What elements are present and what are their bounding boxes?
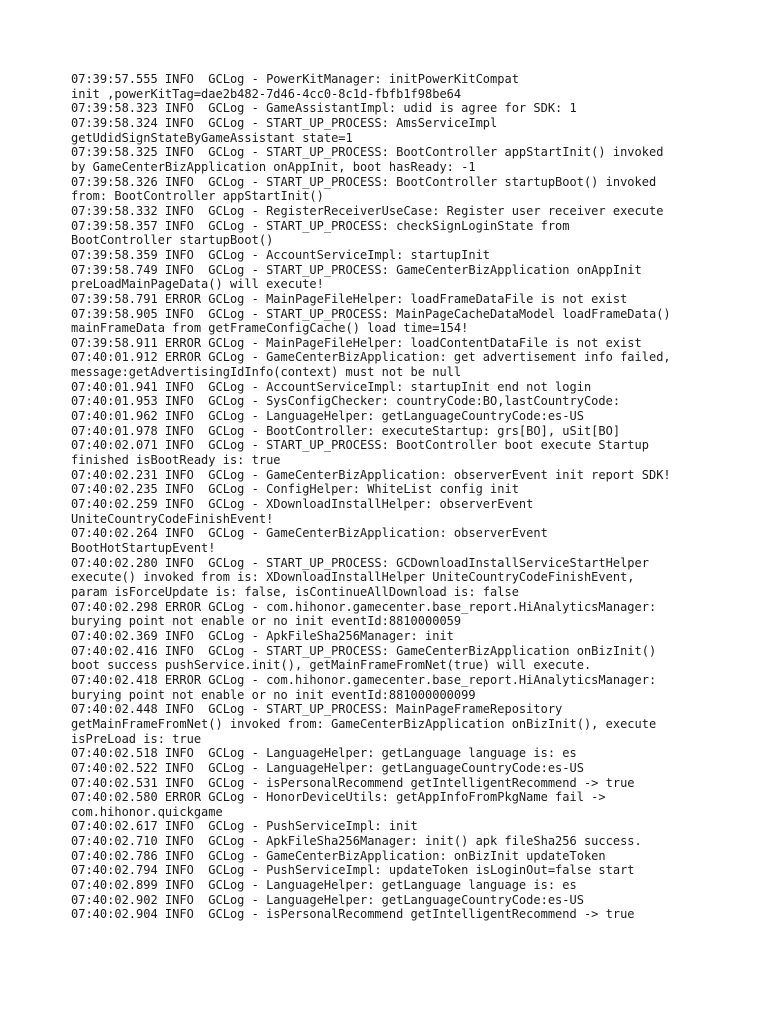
log-line: 07:39:58.357 INFO GCLog - START_UP_PROCESS: checkSignLoginState from bbox=[71, 218, 570, 233]
log-line: 07:40:02.280 INFO GCLog - START_UP_PROCESS: GCDownloadInstallServiceStartHelper bbox=[71, 555, 649, 570]
log-line: mainFrameData from getFrameConfigCache() load time=154! bbox=[71, 321, 469, 336]
log-line: 07:40:02.369 INFO GCLog - ApkFileSha256Manager: init bbox=[71, 628, 454, 643]
log-line: 07:40:02.902 INFO GCLog - LanguageHelper: getLanguageCountryCode:es-US bbox=[71, 892, 584, 907]
log-line: 07:40:02.786 INFO GCLog - GameCenterBizApplication: onBizInit updateToken bbox=[71, 848, 606, 863]
log-line: boot success pushService.init(), getMainFrameFromNet(true) will execute. bbox=[71, 658, 592, 673]
log-line: 07:40:02.416 INFO GCLog - START_UP_PROCESS: GameCenterBizApplication onBizInit() bbox=[71, 643, 657, 658]
log-line: 07:40:02.418 ERROR GCLog - com.hihonor.gamecenter.base_report.HiAnalyticsManager: bbox=[71, 672, 657, 687]
log-line: getMainFrameFromNet() invoked from: GameCenterBizApplication onBizInit(), execute bbox=[71, 716, 657, 731]
log-line: 07:40:02.531 INFO GCLog - isPersonalRecommend getIntelligentRecommend -> true bbox=[71, 775, 635, 790]
log-line: 07:39:57.555 INFO GCLog - PowerKitManager: initPowerKitCompat bbox=[71, 72, 519, 86]
log-line: 07:40:01.953 INFO GCLog - SysConfigChecker: countryCode:BO,lastCountryCode: bbox=[71, 394, 621, 409]
log-line: 07:39:58.359 INFO GCLog - AccountServiceImpl: startupInit bbox=[71, 247, 491, 262]
log-line: 07:40:02.518 INFO GCLog - LanguageHelper: getLanguage language is: es bbox=[71, 746, 577, 761]
log-line: 07:40:01.962 INFO GCLog - LanguageHelper: getLanguageCountryCode:es-US bbox=[71, 409, 584, 424]
log-line: BootHotStartupEvent! bbox=[71, 541, 216, 555]
log-line: com.hihonor.quickgame bbox=[71, 804, 223, 819]
log-line: isPreLoad is: true bbox=[71, 731, 202, 746]
log-line: preLoadMainPageData() will execute! bbox=[71, 277, 324, 292]
log-line: UniteCountryCodeFinishEvent! bbox=[71, 511, 274, 526]
log-line: from: BootController appStartInit() bbox=[71, 189, 324, 204]
log-line: 07:40:01.941 INFO GCLog - AccountServiceImpl: startupInit end not login bbox=[71, 379, 592, 394]
log-line: init ,powerKitTag=dae2b482-7d46-4cc0-8c1d-fbfb1f98be64 bbox=[71, 86, 462, 101]
log-line: message:getAdvertisingIdInfo(context) must not be null bbox=[71, 365, 462, 380]
log-line: 07:39:58.911 ERROR GCLog - MainPageFileHelper: loadContentDataFile is not exist bbox=[71, 335, 642, 350]
log-line: 07:40:02.298 ERROR GCLog - com.hihonor.gamecenter.base_report.HiAnalyticsManager: bbox=[71, 599, 657, 614]
log-line: 07:39:58.324 INFO GCLog - START_UP_PROCESS: AmsServiceImpl bbox=[71, 115, 498, 130]
log-line: by GameCenterBizApplication onAppInit, boot hasReady: -1 bbox=[71, 159, 476, 174]
log-line: 07:40:02.522 INFO GCLog - LanguageHelper: getLanguageCountryCode:es-US bbox=[71, 760, 584, 775]
log-text-block bbox=[71, 72, 711, 922]
log-line: 07:39:58.323 INFO GCLog - GameAssistantImpl: udid is agree for SDK: 1 bbox=[71, 101, 577, 116]
log-line: getUdidSignStateByGameAssistant state=1 bbox=[71, 130, 353, 145]
log-line: 07:40:02.580 ERROR GCLog - HonorDeviceUtils: getAppInfoFromPkgName fail -> bbox=[71, 790, 606, 805]
log-line: 07:40:01.978 INFO GCLog - BootController: executeStartup: grs[BO], uSit[BO] bbox=[71, 423, 621, 438]
log-line: 07:39:58.325 INFO GCLog - START_UP_PROCESS: BootController appStartInit() invoked bbox=[71, 145, 664, 160]
log-line: burying point not enable or no init eventId:8810000059 bbox=[71, 614, 462, 629]
log-line: 07:40:02.448 INFO GCLog - START_UP_PROCESS: MainPageFrameRepository bbox=[71, 702, 563, 717]
log-line: 07:40:02.259 INFO GCLog - XDownloadInstallHelper: observerEvent bbox=[71, 497, 534, 512]
log-line: burying point not enable or no init eventId:881000000099 bbox=[71, 687, 476, 702]
log-line: 07:40:02.710 INFO GCLog - ApkFileSha256Manager: init() apk fileSha256 success. bbox=[71, 834, 642, 849]
log-line: 07:39:58.332 INFO GCLog - RegisterReceiverUseCase: Register user receiver execute bbox=[71, 203, 664, 218]
log-line: 07:40:02.231 INFO GCLog - GameCenterBizApplication: observerEvent init report SDK! bbox=[71, 467, 671, 482]
log-line: execute() invoked from is: XDownloadInstallHelper UniteCountryCodeFinishEvent, bbox=[71, 570, 635, 585]
log-line: 07:40:02.264 INFO GCLog - GameCenterBizApplication: observerEvent bbox=[71, 526, 548, 541]
log-line: 07:40:02.794 INFO GCLog - PushServiceImpl: updateToken isLoginOut=false start bbox=[71, 863, 635, 878]
log-line: 07:40:02.071 INFO GCLog - START_UP_PROCESS: BootController boot execute Startup bbox=[71, 438, 649, 453]
log-line: BootController startupBoot() bbox=[71, 233, 274, 248]
log-line: 07:39:58.791 ERROR GCLog - MainPageFileHelper: loadFrameDataFile is not exist bbox=[71, 291, 628, 306]
log-line: 07:40:02.899 INFO GCLog - LanguageHelper: getLanguage language is: es bbox=[71, 878, 577, 893]
log-line: 07:39:58.326 INFO GCLog - START_UP_PROCESS: BootController startupBoot() invoked bbox=[71, 174, 657, 189]
log-line: 07:39:58.905 INFO GCLog - START_UP_PROCESS: MainPageCacheDataModel loadFrameData() bbox=[71, 306, 671, 321]
log-line: 07:40:02.235 INFO GCLog - ConfigHelper: WhiteList config init bbox=[71, 482, 519, 497]
log-line: 07:40:02.617 INFO GCLog - PushServiceImpl: init bbox=[71, 819, 418, 834]
log-line: 07:39:58.749 INFO GCLog - START_UP_PROCESS: GameCenterBizApplication onAppInit bbox=[71, 262, 642, 277]
log-line: 07:40:01.912 ERROR GCLog - GameCenterBizApplication: get advertisement info failed, bbox=[71, 350, 671, 365]
log-line: finished isBootReady is: true bbox=[71, 453, 281, 468]
log-line: param isForceUpdate is: false, isContinueAllDownload is: false bbox=[71, 584, 519, 599]
log-line: 07:40:02.904 INFO GCLog - isPersonalRecommend getIntelligentRecommend -> true bbox=[71, 907, 635, 922]
